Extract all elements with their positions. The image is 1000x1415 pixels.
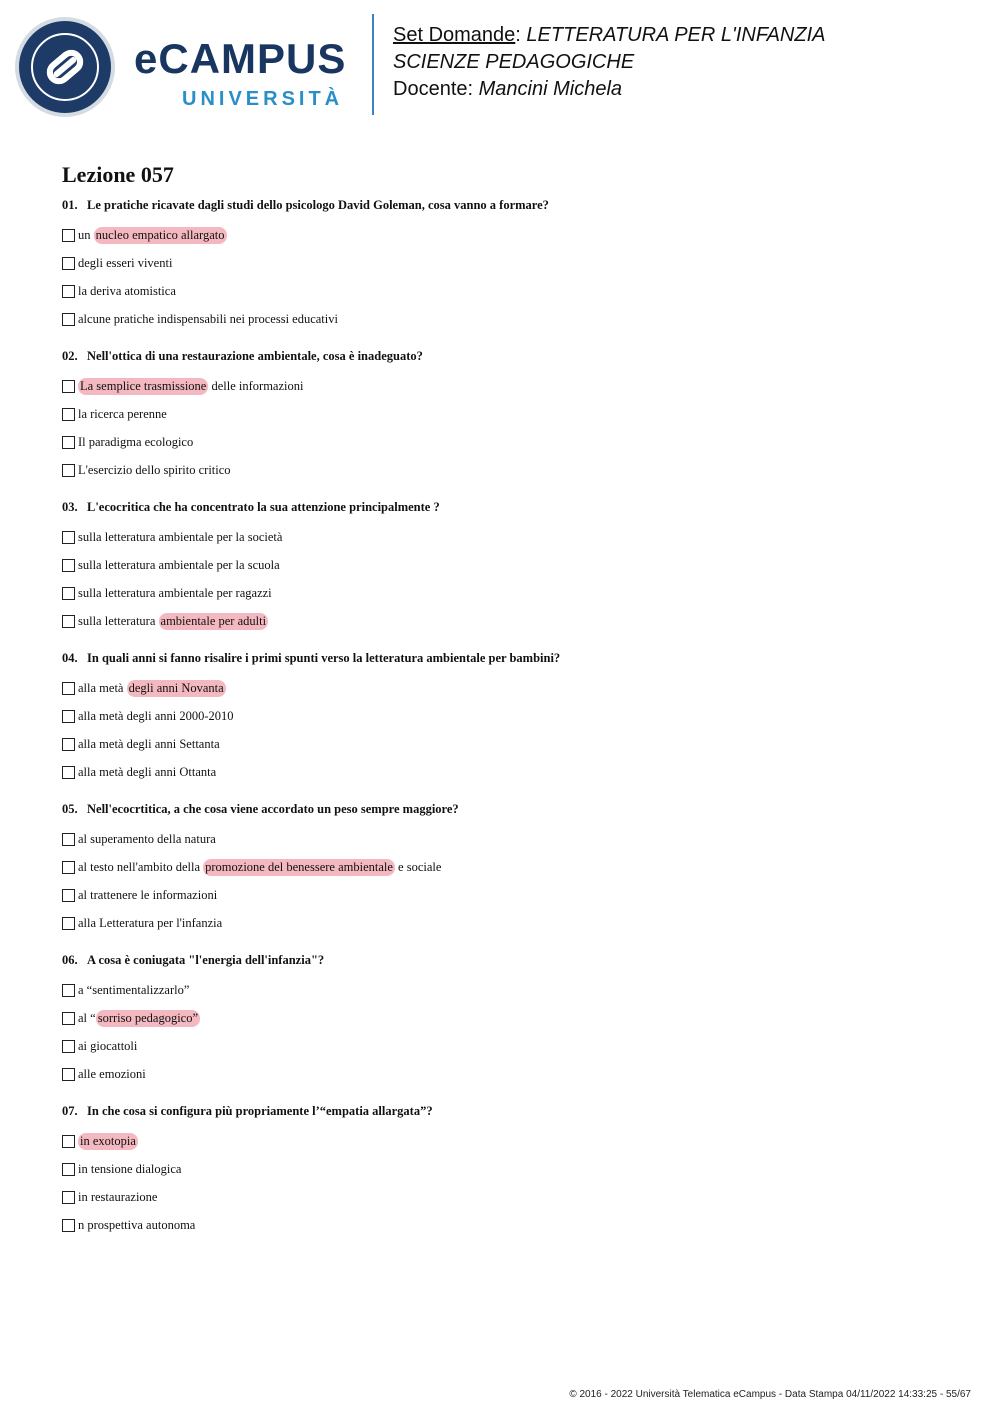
question-1 [62,195,942,333]
option-highlight: in exotopia [80,1133,136,1148]
answer-checkbox[interactable] [62,861,75,874]
answer-option[interactable] [62,1060,942,1088]
answer-option[interactable] [62,758,942,786]
option-text: alla Letteratura per l'infanzia [78,915,223,930]
option-text: n prospettiva autonoma [78,1217,196,1232]
brand-name: eCAMPUS [134,35,347,82]
teacher-line [393,76,825,103]
answer-checkbox[interactable] [62,313,75,326]
option-text: ai giocattoli [78,1038,138,1053]
option-text: al testo nell'ambito della [78,859,201,874]
option-text: alla metà [78,680,124,695]
option-text: al trattenere le informazioni [78,887,218,902]
answer-checkbox[interactable] [62,984,75,997]
answer-checkbox[interactable] [62,1219,75,1232]
answer-checkbox[interactable] [62,1040,75,1053]
option-text: alcune pratiche indispensabili nei processi educativi [78,311,338,326]
option-text-after: delle informazioni [211,378,304,393]
answer-option[interactable] [62,825,942,853]
option-text: la deriva atomistica [78,283,176,298]
question-text: Nell'ecocrtitica, a che cosa viene accordato un peso sempre maggiore? [87,802,459,816]
question-text: Nell'ottica di una restaurazione ambientale, cosa è inadeguato? [87,349,423,363]
answer-option[interactable] [62,1127,942,1155]
question-heading [62,1101,942,1121]
answer-option[interactable] [62,305,942,333]
answer-option[interactable] [62,456,942,484]
answer-option[interactable] [62,1032,942,1060]
course-title: LETTERATURA PER L'INFANZIA [526,24,826,46]
question-number: 06. [62,953,78,967]
answer-checkbox[interactable] [62,380,75,393]
option-highlight: nucleo empatico allargato [95,227,225,242]
answer-option[interactable] [62,607,942,635]
answer-option[interactable] [62,579,942,607]
question-number: 04. [62,651,78,665]
answer-option[interactable] [62,523,942,551]
option-text: a “sentimentalizzarlo” [78,982,190,997]
question-heading [62,346,942,366]
question-7 [62,1101,942,1239]
question-text: L'ecocritica che ha concentrato la sua attenzione principalmente ? [87,500,440,514]
answer-option[interactable] [62,909,942,937]
answer-option[interactable] [62,976,942,1004]
answer-checkbox[interactable] [62,464,75,477]
answer-checkbox[interactable] [62,229,75,242]
question-number: 01. [62,198,78,212]
question-heading [62,195,942,215]
answer-checkbox[interactable] [62,587,75,600]
question-heading [62,799,942,819]
answer-option[interactable] [62,428,942,456]
question-list [62,195,942,1239]
page-footer: © 2016 - 2022 Università Telematica eCampus - Data Stampa 04/11/2022 14:33:25 - 55/67 [569,1389,971,1400]
option-text: alla metà degli anni 2000-2010 [78,708,234,723]
answer-checkbox[interactable] [62,1163,75,1176]
option-text: sulla letteratura [78,613,156,628]
option-text: sulla letteratura ambientale per la società [78,529,283,544]
brand-subtitle: UNIVERSITÀ [182,88,344,110]
ecampus-logo-icon [14,16,116,118]
header-divider [372,14,374,115]
answer-option[interactable] [62,1004,942,1032]
page-header [0,0,1000,130]
option-text: la ricerca perenne [78,406,167,421]
answer-checkbox[interactable] [62,738,75,751]
question-6 [62,950,942,1088]
header-info [393,22,825,103]
option-highlight: ambientale per adulti [160,613,267,628]
question-number: 05. [62,802,78,816]
answer-option[interactable] [62,1211,942,1239]
answer-checkbox[interactable] [62,889,75,902]
answer-option[interactable] [62,551,942,579]
option-text: sulla letteratura ambientale per ragazzi [78,585,272,600]
answer-option[interactable] [62,674,942,702]
question-3 [62,497,942,635]
answer-checkbox[interactable] [62,531,75,544]
option-text: un [78,227,91,242]
answer-option[interactable] [62,400,942,428]
option-text: alla metà degli anni Ottanta [78,764,217,779]
answer-option[interactable] [62,277,942,305]
question-number: 07. [62,1104,78,1118]
answer-option[interactable] [62,881,942,909]
question-set [62,160,942,1252]
option-text: alle emozioni [78,1066,146,1081]
option-highlight: sorriso pedagogico” [97,1010,199,1025]
option-text-after: e sociale [398,859,442,874]
option-text: Il paradigma ecologico [78,434,194,449]
answer-checkbox[interactable] [62,1191,75,1204]
option-highlight: degli anni Novanta [128,680,224,695]
answer-checkbox[interactable] [62,833,75,846]
question-heading [62,648,942,668]
answer-checkbox[interactable] [62,710,75,723]
answer-checkbox[interactable] [62,257,75,270]
question-4 [62,648,942,786]
answer-checkbox[interactable] [62,1135,75,1148]
answer-checkbox[interactable] [62,615,75,628]
option-text: in tensione dialogica [78,1161,182,1176]
option-text: alla metà degli anni Settanta [78,736,220,751]
question-text: In che cosa si configura più propriamente l’“empatia allargata”? [87,1104,433,1118]
answer-option[interactable] [62,730,942,758]
answer-checkbox[interactable] [62,559,75,572]
option-text: al superamento della natura [78,831,216,846]
answer-checkbox[interactable] [62,285,75,298]
option-text: degli esseri viventi [78,255,173,270]
set-colon: : [515,24,521,46]
answer-option[interactable] [62,853,942,881]
option-text: sulla letteratura ambientale per la scuola [78,557,280,572]
answer-checkbox[interactable] [62,408,75,421]
answer-option[interactable] [62,249,942,277]
set-line [393,22,825,49]
option-text: L'esercizio dello spirito critico [78,462,231,477]
answer-checkbox[interactable] [62,766,75,779]
question-heading [62,497,942,517]
answer-option[interactable] [62,372,942,400]
teacher-label: Docente: [393,78,474,100]
option-highlight: promozione del benessere ambientale [205,859,393,874]
question-number: 03. [62,500,78,514]
answer-checkbox[interactable] [62,917,75,930]
set-label: Set Domande [393,24,516,46]
question-text: Le pratiche ricavate dagli studi dello psicologo David Goleman, cosa vanno a formare? [87,198,549,212]
option-highlight: La semplice trasmissione [80,378,207,393]
answer-checkbox[interactable] [62,436,75,449]
answer-option[interactable] [62,702,942,730]
question-heading [62,950,942,970]
answer-option[interactable] [62,1183,942,1211]
question-2 [62,346,942,484]
teacher-name: Mancini Michela [478,78,623,100]
course-subtitle: SCIENZE PEDAGOGICHE [393,51,635,73]
question-text: In quali anni si fanno risalire i primi spunti verso la letteratura ambientale per bambini? [87,651,561,665]
answer-checkbox[interactable] [62,1012,75,1025]
lesson-title: Lezione 057 [62,162,174,187]
answer-checkbox[interactable] [62,1068,75,1081]
option-text: al “ [78,1010,96,1025]
question-text: A cosa è coniugata "l'energia dell'infanzia"? [87,953,325,967]
question-number: 02. [62,349,78,363]
question-5 [62,799,942,937]
answer-checkbox[interactable] [62,682,75,695]
answer-option[interactable] [62,1155,942,1183]
answer-option[interactable] [62,221,942,249]
option-text: in restaurazione [78,1189,158,1204]
